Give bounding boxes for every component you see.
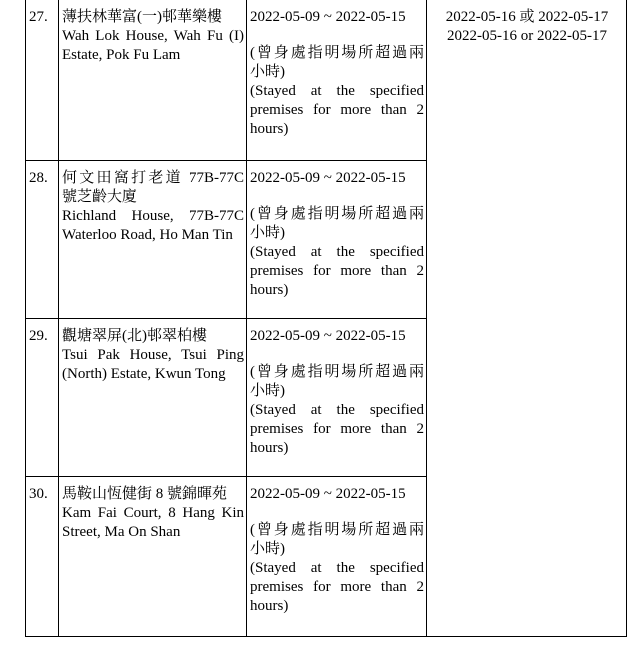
remark-en-line: (Stayed at the specified (250, 243, 424, 260)
remark-en-line: (Stayed at the specified (250, 83, 424, 99)
remark-zh-line: 小時) (250, 382, 285, 399)
remark-zh-line: 小時) (250, 64, 285, 80)
remark-en-line: premises for more than 2 (250, 578, 424, 595)
premises-name-en-line: Wah Lok House, Wah Fu (I) (62, 28, 244, 44)
period-cell (247, 0, 427, 160)
remark-en-line: hours) (250, 281, 289, 298)
table-row (26, 0, 627, 160)
premises-name-zh: 薄扶林華富(一)邨華樂樓 (62, 9, 222, 25)
remark-zh-line: 小時) (250, 224, 285, 241)
row-number: 30. (26, 476, 59, 636)
period-cell (247, 318, 427, 476)
remark-zh-line: (曾身處指明場所超過兩 (250, 45, 424, 61)
period-cell (247, 476, 427, 636)
row-number: 29. (26, 318, 59, 476)
period-cell (247, 160, 427, 318)
row-number: 27. (26, 0, 59, 160)
remark-zh-line: (曾身處指明場所超過兩 (250, 363, 424, 380)
premises-name-zh: 馬鞍山恆健街 8 號錦暉苑 (62, 485, 228, 502)
period-text: 2022-05-09 ~ 2022-05-15 (250, 485, 406, 502)
discharge-date-cell (427, 0, 627, 636)
premises-name (59, 0, 247, 160)
premises-name-en-line: Waterloo Road, Ho Man Tin (62, 226, 233, 243)
remark-en-line: hours) (250, 121, 289, 137)
period-text: 2022-05-09 ~ 2022-05-15 (250, 327, 406, 344)
premises-name-zh-line: 何文田窩打老道 77B-77C (62, 169, 244, 186)
premises-name-en-line: Kam Fai Court, 8 Hang Kin (62, 504, 244, 521)
premises-name (59, 318, 247, 476)
period-text: 2022-05-09 ~ 2022-05-15 (250, 169, 406, 186)
discharge-date-zh: 2022-05-16 或 2022-05-17 (445, 9, 609, 25)
remark-en-line: (Stayed at the specified (250, 401, 424, 418)
premises-name (59, 476, 247, 636)
premises-table (25, 0, 627, 637)
remark-en-line: (Stayed at the specified (250, 559, 424, 576)
remark-en-line: premises for more than 2 (250, 102, 424, 118)
remark-en-line: hours) (250, 597, 289, 614)
remark-en-line: hours) (250, 439, 289, 456)
remark-zh-line: (曾身處指明場所超過兩 (250, 205, 424, 222)
row-number: 28. (26, 160, 59, 318)
premises-name-zh: 觀塘翠屏(北)邨翠柏樓 (62, 327, 207, 344)
premises-name (59, 160, 247, 318)
premises-name-zh-line: 號芝齡大廈 (62, 188, 138, 205)
premises-name-en-line: Richland House, 77B-77C (62, 207, 244, 224)
remark-zh-line: (曾身處指明場所超過兩 (250, 521, 424, 538)
discharge-date-en: 2022-05-16 or 2022-05-17 (447, 28, 607, 44)
premises-name-en-line: Estate, Pok Fu Lam (62, 47, 181, 63)
remark-en-line: premises for more than 2 (250, 262, 424, 279)
premises-name-en-line: Street, Ma On Shan (62, 523, 181, 540)
period-text: 2022-05-09 ~ 2022-05-15 (250, 9, 406, 25)
premises-name-en-line: (North) Estate, Kwun Tong (62, 365, 226, 382)
remark-en-line: premises for more than 2 (250, 420, 424, 437)
remark-zh-line: 小時) (250, 540, 285, 557)
premises-name-en-line: Tsui Pak House, Tsui Ping (62, 346, 244, 363)
